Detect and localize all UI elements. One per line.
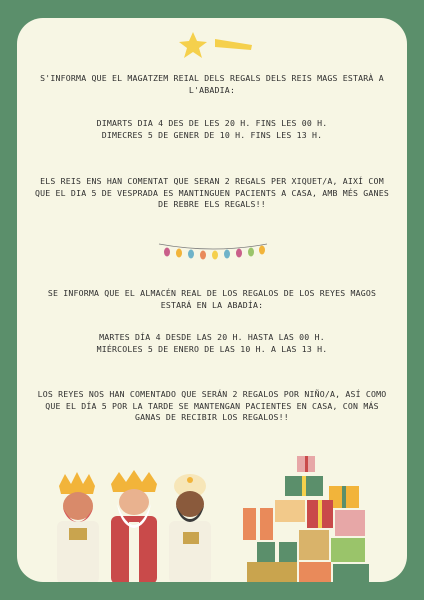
catalan-schedule-line-1: DIMARTS DIA 4 DES DE LES 20 H. FINS LES 00 H. <box>96 118 328 128</box>
spanish-schedule-line-1: MARTES DÍA 4 DESDE LAS 20 H. HASTA LAS 00 H. <box>99 332 325 342</box>
catalan-schedule-line-2: DIMECRES 5 DE GENER DE 10 H. FINS LES 13 H. <box>101 130 323 140</box>
three-kings-illustration <box>49 466 219 582</box>
string-lights-icon <box>157 240 269 262</box>
catalan-message: ELS REIS ENS HAN COMENTAT QUE SERAN 2 REGALS PER XIQUET/A, AIXÍ COM QUE EL DIA 5 DE VESPRADA ES MANTINGUEN PACIENTS A CASA, AMB MÉS GANES DE REBRE ELS REGALS!! <box>35 176 389 209</box>
spanish-intro: SE INFORMA QUE EL ALMACÉN REAL DE LOS REGALOS DE LOS REYES MAGOS ESTARÁ EN LA ABADÍA: <box>47 288 377 310</box>
spanish-message: LOS REYES NOS HAN COMENTADO QUE SERÁN 2 REGALOS POR NIÑO/A, ASÍ COMO QUE EL DÍA 5 POR LA TARDE SE MANTENGAN PACIENTES EN CASA, CON MÁS GANAS DE RECIBIR LOS REGALOS!! <box>37 389 387 422</box>
catalan-intro: S'INFORMA QUE EL MAGATZEM REIAL DELS REGALS DELS REIS MAGS ESTARÀ A L'ABADIA: <box>40 73 384 95</box>
notice-card <box>17 18 407 582</box>
shooting-star-icon <box>175 29 255 63</box>
gift-pile-illustration <box>237 450 377 582</box>
spanish-schedule-line-2: MIÉRCOLES 5 DE ENERO DE LAS 10 H. A LAS 13 H. <box>96 344 328 354</box>
